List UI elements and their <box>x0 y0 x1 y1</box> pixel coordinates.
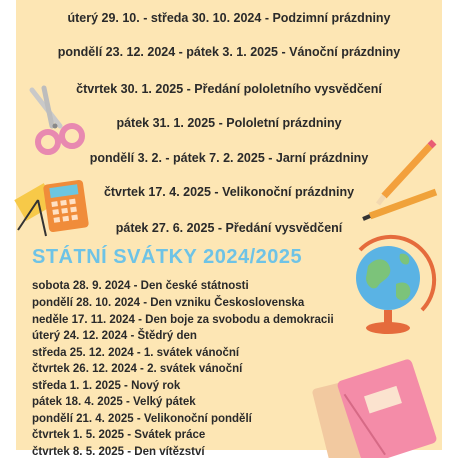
holiday-item: úterý 24. 12. 2024 - Štědrý den <box>32 330 197 342</box>
holiday-item: středa 25. 12. 2024 - 1. svátek vánoční <box>32 347 240 359</box>
event-christmas-holidays: pondělí 23. 12. 2024 - pátek 3. 1. 2025 - Vánoční prázdniny <box>57 45 401 59</box>
holiday-item: čtvrtek 1. 5. 2025 - Svátek práce <box>32 429 206 441</box>
calculator-icon <box>16 170 94 242</box>
holiday-item: pondělí 28. 10. 2024 - Den vzniku Československa <box>32 297 305 309</box>
event-spring-holidays: pondělí 3. 2. - pátek 7. 2. 2025 - Jarní prázdniny <box>89 151 369 165</box>
holiday-item: sobota 28. 9. 2024 - Den české státnosti <box>32 280 249 292</box>
holiday-item: středa 1. 1. 2025 - Nový rok <box>32 380 181 392</box>
pencils-icon <box>360 140 440 228</box>
event-half-year-report: čtvrtek 30. 1. 2025 - Předání pololetního vysvědčení <box>76 82 382 96</box>
globe-icon <box>348 236 438 342</box>
notebooks-icon <box>312 352 442 450</box>
event-year-report: pátek 27. 6. 2025 - Předání vysvědčení <box>115 221 343 235</box>
event-autumn-holidays: úterý 29. 10. - středa 30. 10. 2024 - Podzimní prázdniny <box>67 11 391 25</box>
holiday-item: pondělí 21. 4. 2025 - Velikonoční pondělí <box>32 413 252 425</box>
event-easter-holidays: čtvrtek 17. 4. 2025 - Velikonoční prázdniny <box>103 185 355 199</box>
holidays-title: STÁTNÍ SVÁTKY 2024/2025 <box>32 246 303 268</box>
holiday-item: čtvrtek 8. 5. 2025 - Den vítězství <box>32 446 205 458</box>
holiday-item: neděle 17. 11. 2024 - Den boje za svobodu a demokracii <box>32 314 334 326</box>
event-half-year-holiday: pátek 31. 1. 2025 - Pololetní prázdniny <box>116 116 342 130</box>
holiday-item: čtvrtek 26. 12. 2024 - 2. svátek vánoční <box>32 363 243 375</box>
scissors-icon <box>26 86 88 158</box>
holiday-item: pátek 18. 4. 2025 - Velký pátek <box>32 396 196 408</box>
